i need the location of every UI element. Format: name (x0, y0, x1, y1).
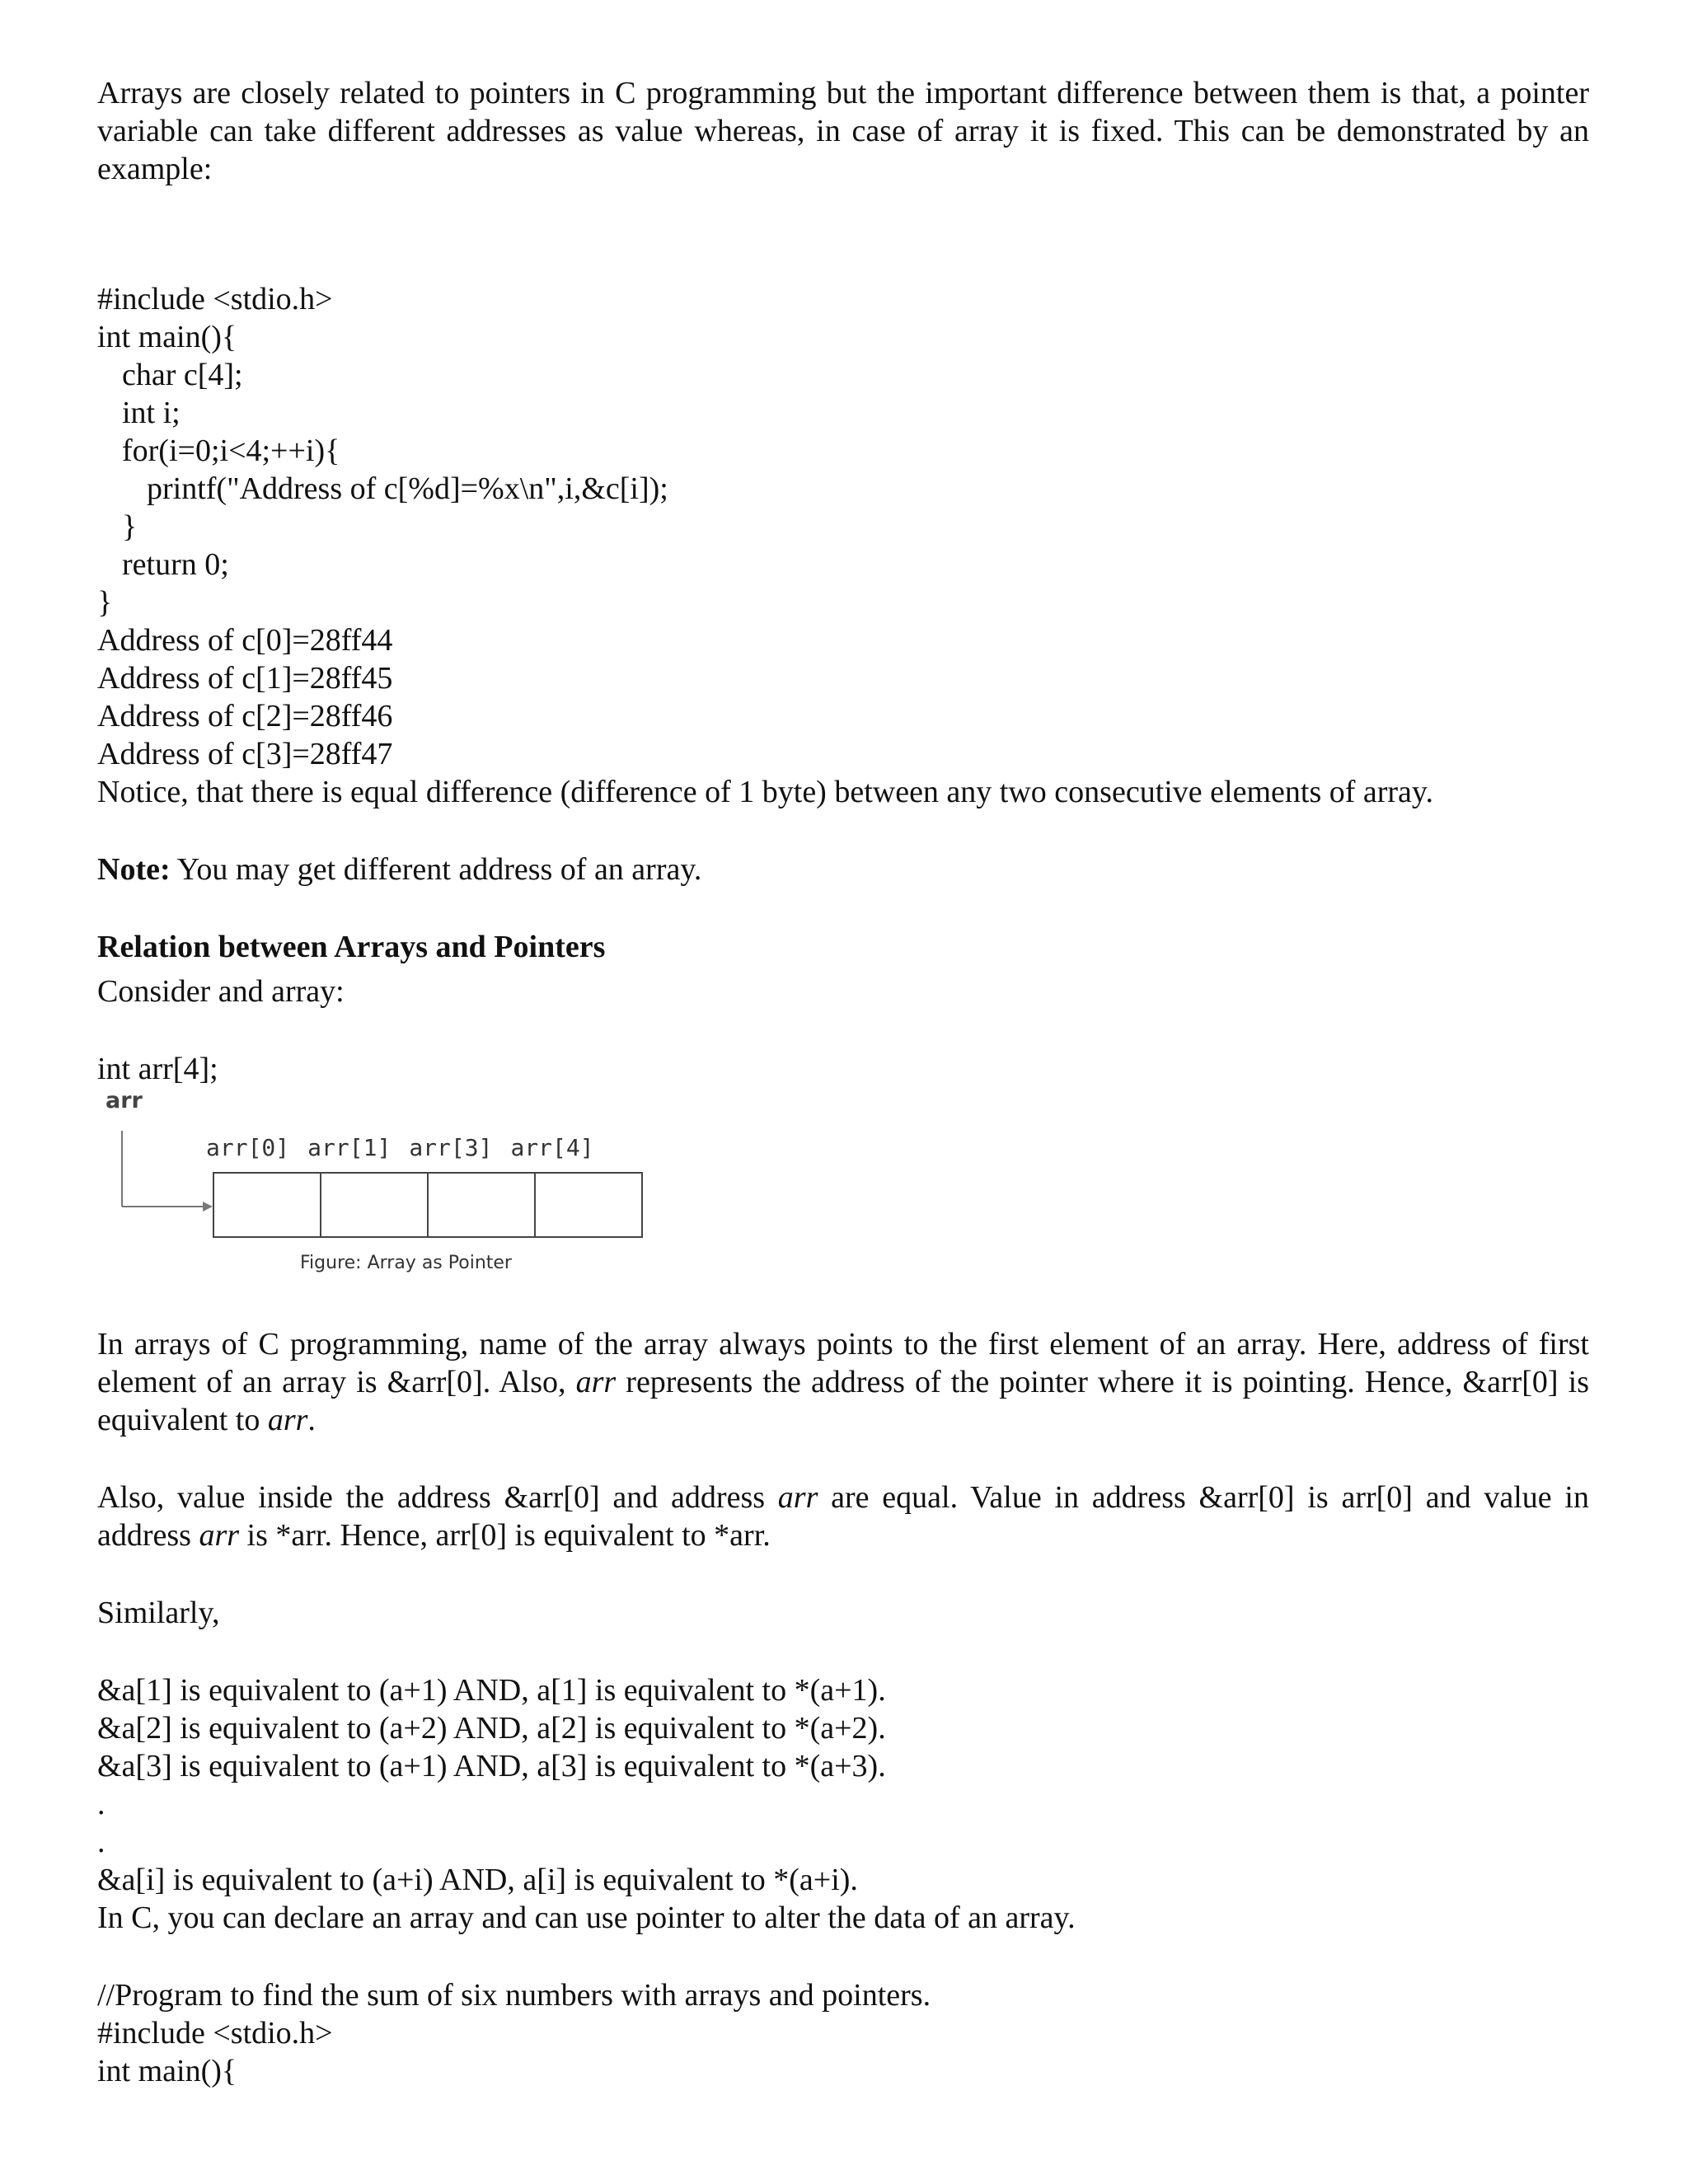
intro-paragraph: Arrays are closely related to pointers in C programming but the important difference between them is that, a pointer variable can take different addresses as value whereas, in case of array it is fixed. This can be demonstrated by an example: (97, 76, 1589, 186)
note-label: Note: (97, 852, 171, 887)
array-cell (429, 1174, 536, 1236)
array-cell (321, 1174, 429, 1236)
array-pointer-figure (97, 1088, 674, 1277)
notice-text: Notice, that there is equal difference (difference of 1 byte) between any two consecutive elements of array. (97, 775, 1433, 809)
output-line: Address of c[3]=28ff47 (97, 737, 393, 771)
italic-arr: arr (575, 1365, 617, 1399)
code-line: int main(){ (97, 320, 237, 354)
code-line: char c[4]; (122, 358, 243, 392)
code-line: #include <stdio.h> (97, 282, 333, 316)
figure-array-cells (213, 1172, 643, 1238)
note-paragraph (97, 851, 1589, 888)
document-page (97, 74, 1589, 2090)
ellipsis-dot: . (97, 1825, 106, 1859)
code-line: for(i=0;i<4;++i){ (122, 434, 340, 468)
text-span: Also, value inside the address &arr[0] and address (97, 1480, 778, 1515)
code-line: int i; (122, 396, 181, 430)
figure-cell-label: arr[4] (510, 1134, 594, 1161)
italic-arr: arr (777, 1480, 818, 1515)
code-block-1 (97, 280, 1589, 621)
similarly-text: Similarly, (97, 1596, 220, 1630)
figure-cell-label: arr[1] (307, 1134, 392, 1161)
equivalence-general: &a[i] is equivalent to (a+i) AND, a[i] is equivalent to *(a+i). (97, 1863, 858, 1897)
code-line: printf("Address of c[%d]=%x\n",i,&c[i]); (147, 471, 668, 506)
figure-cell-labels (206, 1134, 612, 1161)
output-line: Address of c[2]=28ff46 (97, 699, 393, 733)
code-line: int main(){ (97, 2054, 237, 2088)
output-line: Address of c[0]=28ff44 (97, 623, 393, 658)
text-span: . (307, 1403, 316, 1437)
output-line: Address of c[1]=28ff45 (97, 661, 393, 696)
code-line: } (122, 509, 138, 544)
array-declaration: int arr[4]; (97, 1052, 218, 1086)
array-cell (214, 1174, 321, 1236)
figure-cell-label: arr[0] (206, 1134, 290, 1161)
ellipsis-dot: . (97, 1787, 106, 1821)
code-line: #include <stdio.h> (97, 2016, 333, 2050)
equivalence-line: &a[1] is equivalent to (a+1) AND, a[1] is equivalent to *(a+1). (97, 1673, 886, 1708)
note-text: You may get different address of an array. (170, 852, 702, 887)
code-block-2 (97, 1976, 1589, 2090)
figure-caption: Figure: Array as Pointer (300, 1253, 512, 1273)
figure-cell-label: arr[3] (409, 1134, 493, 1161)
italic-arr: arr (267, 1403, 308, 1437)
output-block (97, 621, 1589, 773)
text-span: represents the address of the pointer where it is pointing. Hence, &arr[0] is equivalent to (97, 1365, 1589, 1437)
array-cell (536, 1174, 641, 1236)
section-heading: Relation between Arrays and Pointers (97, 930, 606, 964)
italic-arr: arr (199, 1518, 240, 1553)
code-line: } (97, 585, 113, 620)
code-line: return 0; (122, 547, 229, 582)
code-line: //Program to find the sum of six numbers with arrays and pointers. (97, 1978, 931, 2013)
value-paragraph (97, 1479, 1589, 1554)
figure-arr-label: arr (106, 1088, 143, 1113)
text-span: is *arr. Hence, arr[0] is equivalent to *arr. (239, 1518, 771, 1553)
equivalence-line: &a[2] is equivalent to (a+2) AND, a[2] is equivalent to *(a+2). (97, 1711, 886, 1746)
consider-text: Consider and array: (97, 974, 345, 1009)
declare-text: In C, you can declare an array and can use pointer to alter the data of an array. (97, 1900, 1076, 1935)
arrays-paragraph (97, 1325, 1589, 1439)
equivalence-line: &a[3] is equivalent to (a+1) AND, a[3] is equivalent to *(a+3). (97, 1749, 886, 1783)
text-span: In arrays of C programming, name of the array always points to the first element of an array. Here, address of first element of an array is &arr[0]. Also, (97, 1327, 1589, 1399)
text-span: are equal. Value in address &arr[0] is arr[0] and value in address (97, 1480, 1589, 1553)
